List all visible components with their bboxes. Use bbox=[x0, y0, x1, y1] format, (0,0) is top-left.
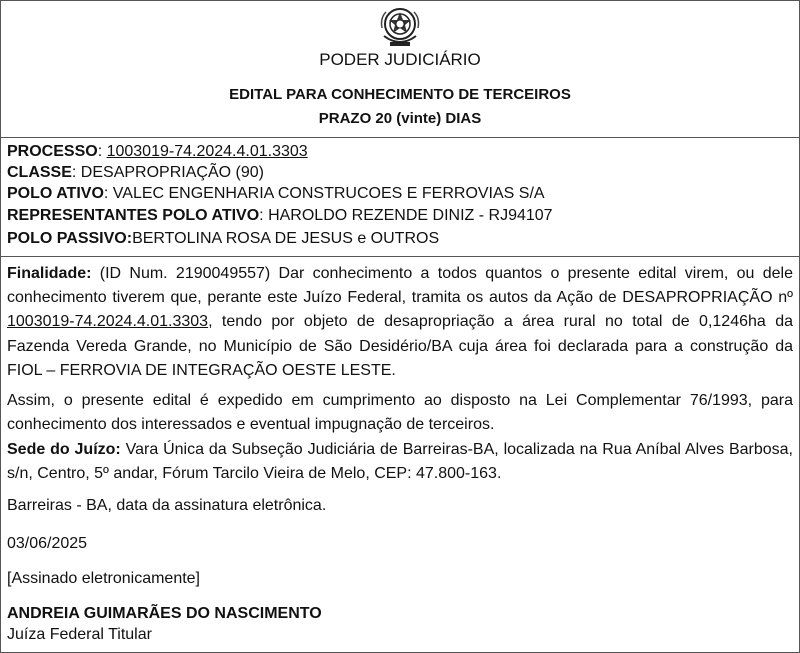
polo-ativo-label: POLO ATIVO bbox=[7, 185, 104, 202]
org-title: PODER JUDICIÁRIO bbox=[319, 50, 481, 69]
coat-of-arms-icon bbox=[376, 4, 424, 52]
representantes-value: HAROLDO REZENDE DINIZ - RJ94107 bbox=[268, 207, 553, 224]
polo-passivo-row bbox=[7, 230, 439, 248]
processo-row: PROCESSO: 1003019-74.2024.4.01.3303 bbox=[7, 143, 308, 160]
polo-ativo-value: VALEC ENGENHARIA CONSTRUCOES E FERROVIAS S/A bbox=[112, 185, 545, 202]
classe-row: CLASSE: DESAPROPRIAÇÃO (90) bbox=[7, 164, 264, 181]
processo-value: 1003019-74.2024.4.01.3303 bbox=[106, 143, 308, 160]
edital-title: EDITAL PARA CONHECIMENTO DE TERCEIROS bbox=[229, 86, 571, 103]
finalidade-paragraph bbox=[7, 262, 793, 383]
signer-name: ANDREIA GUIMARÃES DO NASCIMENTO bbox=[7, 605, 322, 622]
place-date: Barreiras - BA, data da assinatura eletrônica. bbox=[7, 497, 327, 514]
deadline-title: PRAZO 20 (vinte) DIAS bbox=[318, 110, 482, 127]
sede-paragraph bbox=[7, 438, 793, 486]
finalidade-number: 1003019-74.2024.4.01.3303 bbox=[7, 313, 209, 331]
signature-note: [Assinado eletronicamente] bbox=[7, 570, 200, 587]
classe-label: CLASSE bbox=[7, 164, 72, 181]
representantes-row: REPRESENTANTES POLO ATIVO: HAROLDO REZENDE DINIZ - RJ94107 bbox=[7, 207, 553, 224]
representantes-label: REPRESENTANTES POLO ATIVO bbox=[7, 207, 260, 224]
polo-ativo-row: POLO ATIVO: VALEC ENGENHARIA CONSTRUCOES E FERROVIAS S/A bbox=[7, 185, 545, 202]
assim-paragraph: Assim, o presente edital é expedido em cumprimento ao disposto na Lei Complementar 76/1993, para conhecimento dos interessados e eventual impugnação de terceiros. bbox=[7, 392, 793, 434]
finalidade-text-1: (ID Num. 2190049557) Dar conhecimento a todos quantos o presente edital virem, ou dele conhecimento tiverem que, perante este Juízo Federal, tramita os autos da Ação de DESAPROPRIAÇÃO nº bbox=[7, 265, 793, 307]
finalidade-label: Finalidade: bbox=[7, 265, 92, 282]
sede-text: Vara Única da Subseção Judiciária de Barreiras-BA, localizada na Rua Aníbal Alves Barbosa, s/n, Centro, 5º andar, Fórum Tarcilo Vieira de Melo, CEP: 47.800-163. bbox=[7, 441, 793, 483]
processo-label: PROCESSO bbox=[7, 143, 98, 160]
classe-value: DESAPROPRIAÇÃO (90) bbox=[80, 164, 264, 181]
divider bbox=[0, 137, 800, 138]
polo-passivo-label: POLO PASSIVO: bbox=[7, 230, 133, 247]
sede-label: Sede do Juízo: bbox=[7, 441, 121, 458]
polo-passivo-value: BERTOLINA ROSA DE JESUS e OUTROS bbox=[132, 230, 440, 247]
signer-role: Juíza Federal Titular bbox=[7, 626, 152, 643]
document-date: 03/06/2025 bbox=[7, 535, 88, 552]
divider bbox=[0, 256, 800, 257]
finalidade-text-2: , tendo por objeto de desapropriação a área rural no total de 0,1246ha da Fazenda Vereda Grande, no Município de São Desidério/BA cuja área foi declarada para a construção da FIOL – FERROVIA DE INTEGRAÇÃO OESTE LESTE. bbox=[7, 313, 793, 379]
